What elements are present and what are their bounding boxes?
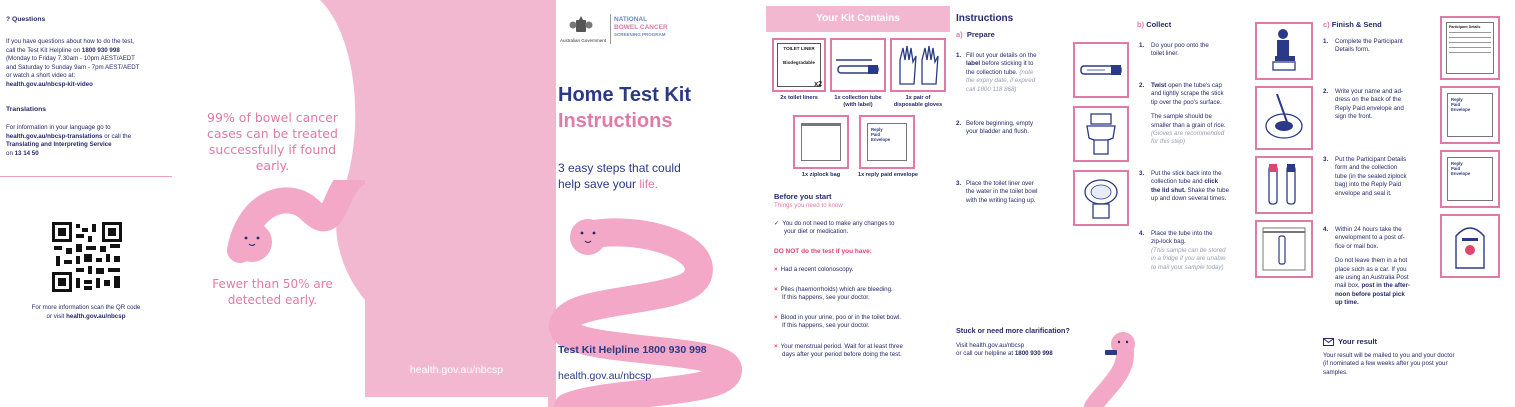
result-heading: Your result <box>1323 337 1377 346</box>
prepare-heading: a) Prepare <box>956 30 995 39</box>
cover-back-panel <box>365 0 548 397</box>
worm-phone-illustration <box>1063 330 1143 407</box>
envelope-back-image: Reply Paid Envelope <box>1440 86 1500 144</box>
cross-icon: × <box>774 343 778 350</box>
stats-panel <box>180 0 365 397</box>
worm-illustration <box>180 180 365 290</box>
cover-helpline: Test Kit Helpline 1800 930 998 <box>558 344 707 356</box>
toilet-flush-image <box>1073 106 1129 162</box>
footer-url[interactable]: health.gov.au/nbcsp <box>409 364 504 376</box>
collect-step-3: 3. Put the stick back into the collection tube and click the lid shut. Shake the tube up and down several times. <box>1139 170 1230 203</box>
result-text: Your result will be mailed to you and your doctor (if nominated a few weeks after you post your samples. <box>1323 352 1455 376</box>
donot-heading: DO NOT do the test if you have: <box>774 248 872 255</box>
exclusion-2: × Piles (haemorrhoids) which are bleeding. If this happens, see your doctor. <box>774 286 893 302</box>
kit-header: Your Kit Contains <box>766 6 950 32</box>
cover-url[interactable]: health.gov.au/nbcsp <box>558 370 652 382</box>
stuck-text: Visit health.gov.au/nbcsp or call our helpline at 1800 930 998 <box>956 342 1053 358</box>
finish-step-3: 3. Put the Participant Details form and the collection tube (in the sealed ziplock bag) into the Reply Paid envelope and seal it. <box>1323 156 1407 197</box>
divider <box>0 176 172 177</box>
questions-heading: ? Questions <box>6 16 46 23</box>
envelope-icon <box>1323 338 1334 346</box>
toilet-liner-image: TOILET LINER Biodegradable x2 <box>772 38 826 92</box>
ziplock-bag-image <box>793 115 849 169</box>
coat-of-arms-icon <box>568 16 594 36</box>
stuck-heading: Stuck or need more clarification? <box>956 326 1070 335</box>
gloves-image <box>890 38 946 92</box>
instructions-sheet <box>763 0 1515 407</box>
finish-step-1: 1. Complete the Participant Details form. <box>1323 38 1403 54</box>
toilet-liner-image <box>1073 170 1129 226</box>
prepare-step-2: 2. Before beginning, empty your bladder and flush. <box>956 120 1034 136</box>
envelope-seal-image: Reply Paid Envelope <box>1440 150 1500 208</box>
scrape-sample-image <box>1255 86 1313 150</box>
item-tube-caption: 1x collection tube (with label) <box>834 95 882 108</box>
item-bag-caption: 1x ziplock bag <box>801 172 841 178</box>
instructions-heading: Instructions <box>956 13 1014 24</box>
cover-subtitle: Instructions <box>558 110 673 132</box>
finish-step-2: 2. Write your name and ad- dress on the back of the Reply Paid envelope and sign the front. <box>1323 88 1404 121</box>
back-panel <box>0 0 180 407</box>
cover-panel <box>548 0 748 407</box>
exclusion-1: × Had a recent colonoscopy. <box>774 266 854 273</box>
translations-heading: Translations <box>6 106 47 113</box>
stat-detected: Fewer than 50% are detected early. <box>212 277 333 307</box>
check-icon: ✓ <box>774 220 780 227</box>
questions-text: If you have questions about how to do the test, call the Test Kit Helpline on 1800 930 998 (Monday to Friday 7.30am - 10pm AEST/AEDT and Saturday to Sunday 9am - 7pm AEST/AEDT or watch a short video at: health.gov.au/nbcsp-kit-video <box>6 38 178 90</box>
cross-icon: × <box>774 266 778 273</box>
collect-step-4: 4. Place the tube into the zip-lock bag. (This sample can be stored in a fridge if you are unable to mail your sample today) <box>1139 230 1226 271</box>
label-tube-image <box>1073 42 1129 98</box>
collect-step-2: 2. Twist open the tube's cap and lightly scrape the stick tip over the poo's surface. The sample should be smaller than a grain of rice. (Gloves are recommended for this step) <box>1139 82 1226 146</box>
item-gloves-caption: 1x pair of disposable gloves <box>893 95 943 108</box>
cover-tagline: 3 easy steps that could help save your life. <box>558 161 681 191</box>
before-heading: Before you start <box>774 192 832 201</box>
bag-tube-image <box>1255 220 1313 278</box>
person-toilet-image <box>1255 22 1313 80</box>
gov-label: Australian Government <box>560 38 607 43</box>
participant-form-image: Participant Details <box>1440 16 1500 80</box>
collect-step-1: 1. Do your poo onto the toilet liner. <box>1139 42 1209 58</box>
video-link[interactable]: health.gov.au/nbcsp-kit-video <box>6 80 93 88</box>
envelope-image: Reply Paid Envelope <box>859 115 915 169</box>
cross-icon: × <box>774 314 778 321</box>
prepare-step-1: 1. Fill out your details on the label before sticking it to the collection tube. (note the expiry date, if expired call 1800 118 868) <box>956 52 1037 93</box>
finish-step-4: 4. Within 24 hours take the envelopment to a post of- fice or mail box. Do not leave them in a hot place such as a car. If you are using an Australia Post mail box, post in the after- noon before postal pick up time. <box>1323 226 1410 307</box>
finish-heading: c) Finish & Send <box>1323 20 1382 29</box>
cover-title: Home Test Kit <box>558 84 691 106</box>
cross-icon: × <box>774 286 778 293</box>
prepare-step-3: 3. Place the toilet liner over the water in the toilet bowl with the writing facing up. <box>956 180 1038 204</box>
nbcsp-link[interactable]: health.gov.au/nbcsp <box>66 312 126 320</box>
exclusion-3: × Blood in your urine, poo or in the toilet bowl. If this happens, see your doctor. <box>774 314 902 330</box>
item-envelope-caption: 1x reply paid envelope <box>857 172 918 178</box>
collect-heading: b) Collect <box>1137 20 1172 29</box>
program-logo: NATIONAL BOWEL CANCER SCREENING PROGRAM <box>614 16 668 37</box>
mailbox-image <box>1440 214 1500 278</box>
translations-link[interactable]: health.gov.au/nbcsp-translations <box>6 132 103 140</box>
check-item: ✓ You do not need to make any changes to your diet or medication. <box>774 220 895 236</box>
collection-tube-image <box>830 38 886 92</box>
before-subheading: Things you need to know <box>774 202 843 209</box>
translations-text: For information in your language go to health.gov.au/nbcsp-translations or call the Translating and Interpreting Service on 13 14 50 <box>6 124 132 157</box>
stat-treated: 99% of bowel cancer cases can be treated successfully if found early. <box>207 110 338 173</box>
exclusion-4: × Your menstrual period. Wait for at least three days after your period before doing the test. <box>774 343 903 359</box>
shake-tube-image <box>1255 156 1313 214</box>
item-liners-caption: 2x toilet liners <box>780 95 818 101</box>
qr-code[interactable] <box>52 222 122 292</box>
qr-caption: For more information scan the QR code or visit health.gov.au/nbcsp <box>31 304 141 320</box>
